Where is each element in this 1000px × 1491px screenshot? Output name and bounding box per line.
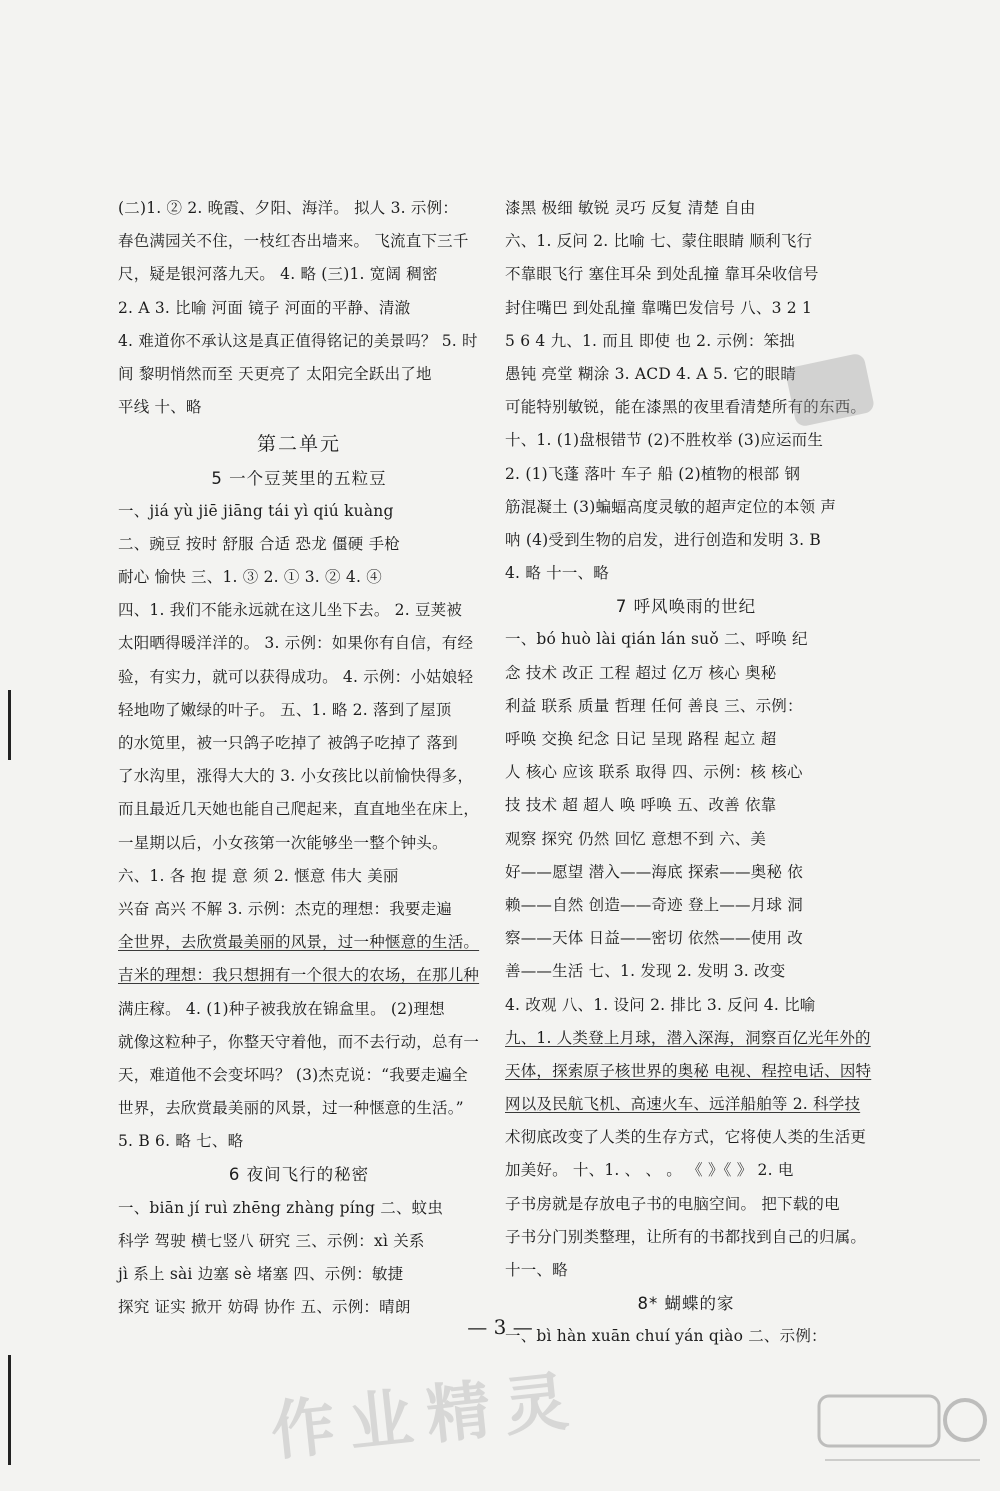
lesson-title: 8* 蝴蝶的家: [637, 1294, 735, 1314]
text-line: 十一、略: [505, 1261, 568, 1279]
text-line: 人 核心 应该 联系 取得 四、示例：核 核心: [505, 763, 803, 782]
text-line: 耐心 愉快 三、1. ③ 2. ① 3. ② 4. ④: [118, 568, 382, 587]
site-logo: [815, 1390, 990, 1480]
text-line: 术彻底改变了人类的生存方式，它将使人类的生活更: [505, 1128, 867, 1147]
text-line: 天，难道他不会变坏吗？ (3)杰克说：“我要走遍全: [118, 1065, 468, 1084]
text-line: 尺，疑是银河落九天。 4. 略 (三)1. 宽阔 稠密: [118, 265, 438, 284]
text-line: 子书房就是存放电子书的电脑空间。 把下载的电: [505, 1194, 840, 1213]
watermark-text: 作业精灵: [267, 1363, 586, 1471]
text-line: 就像这粒种子，你整天守着他，而不去行动，总有一: [118, 1032, 480, 1051]
lesson-title: 5 一个豆荚里的五粒豆: [211, 468, 387, 488]
text-line: 赖——自然 创造——奇迹 登上——月球 洞: [505, 895, 803, 914]
text-line: 可能特别敏锐，能在漆黑的夜里看清楚所有的东西。: [505, 398, 867, 417]
logo-icon: [815, 1390, 990, 1480]
text-line: 世界，去欣赏最美丽的风景，过一种惬意的生活。”: [118, 1099, 464, 1118]
lesson-title: 6 夜间飞行的秘密: [228, 1165, 370, 1185]
text-line: 2. A 3. 比喻 河面 镜子 河面的平静、清澈: [118, 298, 411, 317]
text-line: 呐 (4)受到生物的启发，进行创造和发明 3. B: [505, 530, 821, 549]
text-line: 加美好。 十、1. 、 、 。 《 》《 》 2. 电: [505, 1161, 794, 1180]
page-number: — 3 —: [467, 1315, 533, 1339]
text-line: 六、1. 各 抱 提 意 须 2. 惬意 伟大 美丽: [118, 866, 399, 885]
text-line: 好——愿望 潜入——海底 探索——奥秘 依: [505, 862, 803, 881]
text-line: 九、1. 人类登上月球，潜入深海，洞察百亿光年外的: [505, 1028, 871, 1047]
text-line: 4. 难道你不承认这是真正值得铭记的美景吗？ 5. 时: [118, 331, 478, 350]
text-line: 二、豌豆 按时 舒服 合适 恐龙 僵硬 手枪: [118, 534, 400, 553]
text-line: 科学 驾驶 横七竖八 研究 三、示例：xì 关系: [118, 1231, 425, 1250]
text-line: 一、bó huò lài qián lán suǒ 二、呼唤 纪: [505, 630, 808, 649]
text-line: 观察 探究 仍然 回忆 意想不到 六、美: [505, 829, 767, 848]
text-line: 念 技术 改正 工程 超过 亿万 核心 奥秘: [505, 663, 777, 682]
text-line: 呼唤 交换 纪念 日记 呈现 路程 起立 超: [505, 730, 777, 748]
text-line: 满庄稼。 4. (1)种子被我放在锦盒里。 (2)理想: [118, 999, 445, 1018]
text-line: 网以及民航飞机、高速火车、远洋船舶等 2. 科学技: [505, 1095, 861, 1114]
text-line: 愚钝 亮堂 糊涂 3. ACD 4. A 5. 它的眼睛: [505, 364, 797, 383]
text-line: 封住嘴巴 到处乱撞 靠嘴巴发信号 八、3 2 1: [505, 298, 813, 317]
scan-edge-mark: [8, 690, 11, 760]
text-line: 吉米的理想：我只想拥有一个很大的农场，在那儿种: [118, 966, 480, 985]
text-line: 了水沟里，涨得大大的 3. 小女孩比以前愉快得多，: [118, 767, 474, 786]
text-line: 六、1. 反问 2. 比喻 七、蒙住眼睛 顺利飞行: [505, 232, 813, 251]
text-line: 天体，探索原子核世界的奥秘 电视、程控电话、因特: [505, 1061, 872, 1080]
text-line: 一星期以后，小女孩第一次能够坐一整个钟头。: [118, 833, 448, 852]
text-line: 而且最近几天她也能自己爬起来，直直地坐在床上，: [118, 800, 480, 819]
text-line: 四、1. 我们不能永远就在这儿坐下去。 2. 豆荚被: [118, 601, 463, 620]
text-line: 平线 十、略: [118, 398, 202, 417]
text-line: 漆黑 极细 敏锐 灵巧 反复 清楚 自由: [505, 199, 756, 217]
text-line: 善——生活 七、1. 发现 2. 发明 3. 改变: [505, 962, 786, 981]
text-line: 5 6 4 九、1. 而且 即使 也 2. 示例：笨拙: [505, 331, 795, 350]
text-line: 验，有实力，就可以获得成功。 4. 示例：小姑娘轻: [118, 667, 474, 686]
text-line: 间 黎明悄然而至 天更亮了 太阳完全跃出了地: [118, 364, 432, 383]
text-line: 不靠眼飞行 塞住耳朵 到处乱撞 靠耳朵收信号: [505, 265, 819, 284]
text-line: 一、bì hàn xuān chuí yán qiào 二、示例：: [505, 1327, 827, 1346]
text-line: 一、biān jí ruì zhēng zhàng píng 二、蚊虫: [118, 1198, 444, 1217]
text-line: (二)1. ② 2. 晚霞、夕阳、海洋。 拟人 3. 示例：: [118, 199, 459, 217]
text-line: 十、1. (1)盘根错节 (2)不胜枚举 (3)应运而生: [505, 431, 824, 450]
text-line: 筋混凝土 (3)蝙蝠高度灵敏的超声定位的本领 声: [505, 497, 837, 516]
text-line: 4. 改观 八、1. 设问 2. 排比 3. 反问 4. 比喻: [505, 995, 816, 1014]
text-line: 5. B 6. 略 七、略: [118, 1132, 244, 1151]
left-column: [118, 192, 480, 1324]
text-line: 太阳晒得暖洋洋的。 3. 示例：如果你有自信，有经: [118, 634, 474, 653]
lesson-title: 7 呼风唤雨的世纪: [615, 597, 757, 617]
text-line: 利益 联系 质量 哲理 任何 善良 三、示例：: [505, 696, 803, 715]
text-line: 4. 略 十一、略: [505, 564, 609, 583]
text-line: 的水笕里，被一只鸽子吃掉了 被鸽子吃掉了 落到: [118, 734, 458, 752]
text-line: 子书分门别类整理，让所有的书都找到自己的归属。: [505, 1227, 867, 1246]
scan-edge-mark: [8, 1355, 11, 1465]
text-line: 2. (1)飞蓬 落叶 车子 船 (2)植物的根部 钢: [505, 464, 801, 483]
text-line: 技 技术 超 超人 唤 呼唤 五、改善 依靠: [505, 796, 777, 815]
unit-heading: 第二单元: [256, 433, 341, 456]
text-line: 一、jiá yù jiē jiāng tái yì qiú kuàng: [118, 501, 394, 520]
text-line: jì 系上 sài 边塞 sè 堵塞 四、示例：敏捷: [118, 1265, 404, 1283]
text-line: 探究 证实 掀开 妨碍 协作 五、示例：晴朗: [118, 1298, 411, 1317]
text-line: 全世界，去欣赏最美丽的风景，过一种惬意的生活。: [118, 933, 480, 952]
text-line: 春色满园关不住，一枝红杏出墙来。 飞流直下三千: [118, 232, 469, 251]
text-line: 察——天体 日益——密切 依然——使用 改: [505, 929, 803, 948]
text-line: 兴奋 高兴 不解 3. 示例：杰克的理想：我要走遍: [118, 899, 452, 918]
text-line: 轻地吻了嫩绿的叶子。 五、1. 略 2. 落到了屋顶: [118, 700, 452, 719]
